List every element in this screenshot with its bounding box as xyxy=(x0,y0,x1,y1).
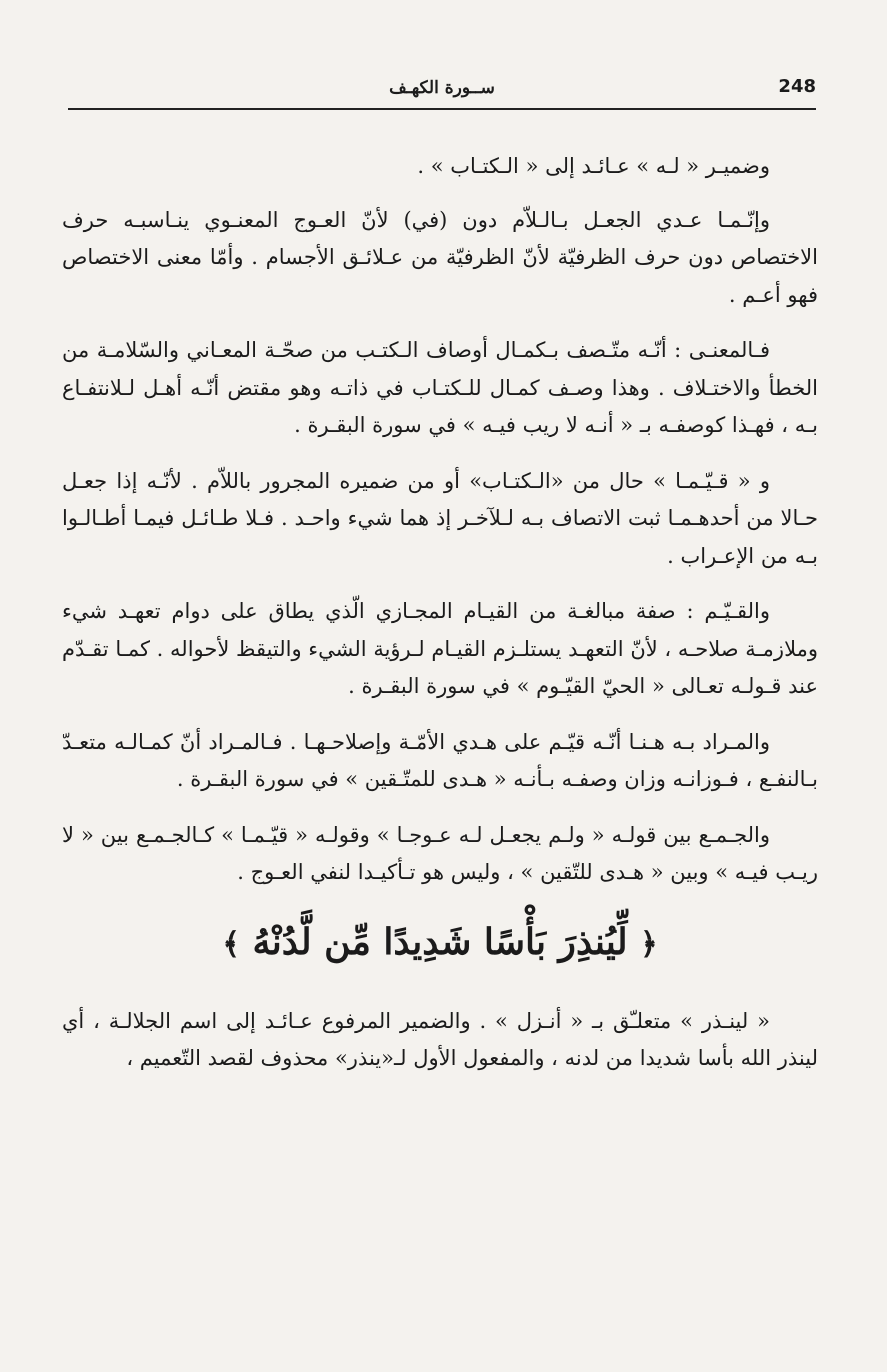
body-text xyxy=(62,148,818,1078)
paragraph: وضميـر « لـه » عـائـد إلى « الـكتـاب » . xyxy=(417,154,770,178)
paragraph: وإنّـمـا عـدي الجعـل بـالـلاّم دون (في) لأنّ العـوج المعنـوي ينـاسبـه حرف الاختصاص دون حرف الظرفيّة لأنّ الظرفيّة من عـلائـق الأجسام . وأمّا معنى الاختصاص فهو أعـم . xyxy=(62,207,818,307)
paragraph: و « قـيّـمـا » حال من «الـكتـاب» أو من ضميره المجرور باللاّم . لأنّـه إذا جعـل حـالا من أحدهـمـا ثبت الاتصاف بـه لـلآخـر إذ هما شيء واحـد . فـلا طـائـل فيمـا أطـالـوا بـه من الإعـراب . xyxy=(62,468,818,568)
paragraph: والقـيّـم : صفة مبالغـة من القيـام المجـازي الّذي يطاق على دوام تعهـد شيء وملازمـة صلاحـه ، لأنّ التعهـد يستلـزم القيـام لـرؤية الشيء والتيقظ لأحواله . كمـا تقـدّم عند قـولـه تعـالى « الحيّ القيّـوم » في سورة البقـرة . xyxy=(62,599,818,698)
verse-open-brace: ﴿ xyxy=(640,926,658,962)
verse-text: لِّيُنذِرَ بَأْسًا شَدِيدًا مِّن لَّدُنْهُ xyxy=(252,920,628,963)
page-number: 248 xyxy=(778,76,816,97)
quran-verse xyxy=(62,912,818,975)
paragraph: « لينـذر » متعلـّق بـ « أنـزل » . والضمير المرفوع عـائـد إلى اسم الجلالـة ، أي لينذر الله بأسا شديدا من لدنه ، والمفعول الأول لـ«ينذر» محذوف لقصد التّعميم ، xyxy=(62,1008,818,1070)
page-header xyxy=(68,74,816,110)
paragraph: والجـمـع بين قولـه « ولـم يجعـل لـه عـوجـا » وقولـه « قيّـمـا » كـالجـمـع بين « لا ريـب فيـه » وبين « هـدى للتّقين » ، وليس هو تـأكيـدا لنفي العـوج . xyxy=(62,822,818,884)
paragraph: والمـراد بـه هـنـا أنّـه قيّـم على هـدي الأمّـة وإصلاحـهـا . فـالمـراد أنّ كمـالـه متعـدّ بـالنفـع ، فـوزانـه وزان وصفـه بـأنـه « هـدى للمتّـقين » في سورة البقـرة . xyxy=(62,729,818,791)
paragraph: فـالمعنـى : أنّـه متّـصف بـكمـال أوصاف الـكتـب من صحّـة المعـاني والسّلامـة من الخطأ والاختـلاف . وهذا وصـف كمـال للـكتـاب في ذاتـه وهو مقتض أنّـه أهـل لـلانتفـاع بـه ، فهـذا كوصفـه بـ « أنـه لا ريب فيـه » في سورة البقـرة . xyxy=(62,338,818,437)
verse-close-brace: ﴾ xyxy=(222,926,240,962)
running-title: ســورة الكهـف xyxy=(389,78,495,98)
